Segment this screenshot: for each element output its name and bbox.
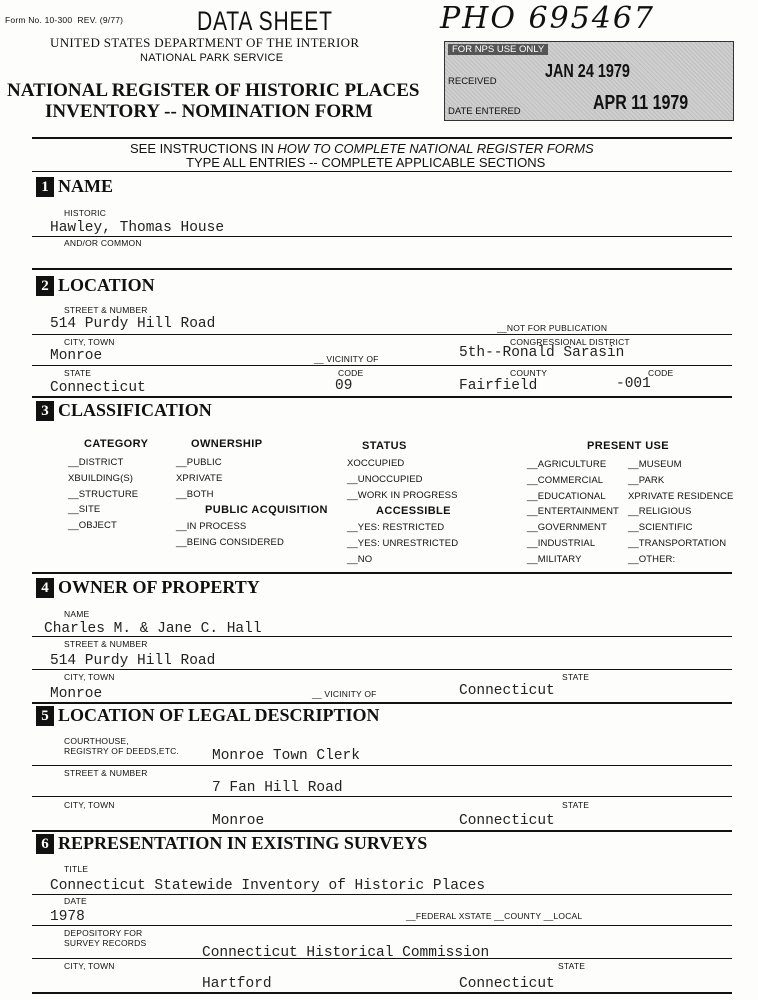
accessible-options [347, 520, 458, 567]
owner-city-label: CITY, TOWN [64, 672, 115, 682]
category-options [68, 455, 138, 534]
depository-label: DEPOSITORY FOR SURVEY RECORDS [64, 928, 147, 948]
historic-label: HISTORIC [64, 208, 107, 218]
status-unoccupied[interactable]: __UNOCCUPIED [347, 473, 423, 485]
owner-name-field[interactable]: Charles M. & Jane C. Hall [44, 621, 262, 637]
use-educational[interactable]: __EDUCATIONAL [527, 490, 606, 502]
category-object[interactable]: __OBJECT [68, 520, 117, 532]
received-date: JAN 24 1979 [545, 61, 630, 81]
section-surveys-heading: 6 REPRESENTATION IN EXISTING SURVEYS [36, 833, 427, 854]
acquisition-in-process[interactable]: __IN PROCESS [176, 521, 247, 532]
depository-field[interactable]: Connecticut Historical Commission [202, 945, 490, 961]
congressional-district-label: CONGRESSIONAL DISTRICT [510, 337, 630, 347]
section-classification-heading: 3 CLASSIFICATION [36, 400, 212, 421]
legal-street-label: STREET & NUMBER [64, 768, 148, 778]
form-title-1: NATIONAL REGISTER OF HISTORIC PLACES [7, 80, 420, 101]
category-district[interactable]: __DISTRICT [68, 457, 124, 468]
ownership-header: OWNERSHIP [191, 438, 263, 450]
use-military[interactable]: __MILITARY [527, 553, 582, 565]
legal-city-label: CITY, TOWN [64, 800, 115, 810]
category-structure[interactable]: __STRUCTURE [68, 488, 139, 500]
status-header: STATUS [362, 440, 407, 452]
access-no[interactable]: __NO [347, 553, 373, 565]
historic-name-field[interactable]: Hawley, Thomas House [50, 220, 225, 236]
legal-street-field[interactable]: 7 Fan Hill Road [212, 780, 343, 796]
form-title-2: INVENTORY -- NOMINATION FORM [45, 101, 373, 122]
city-label: CITY, TOWN [64, 337, 115, 347]
city-field[interactable]: Monroe [50, 348, 103, 364]
use-entertainment[interactable]: __ENTERTAINMENT [527, 506, 619, 518]
present-use-header: PRESENT USE [587, 440, 670, 452]
present-use-options-2 [628, 457, 733, 568]
section-name-heading: 1 NAME [36, 176, 113, 197]
use-scientific[interactable]: __SCIENTIFIC [628, 522, 693, 534]
instructions-line-2: TYPE ALL ENTRIES -- COMPLETE APPLICABLE SECTIONS [186, 155, 546, 170]
section-legal-description-heading: 5 LOCATION OF LEGAL DESCRIPTION [36, 705, 380, 726]
data-sheet-title: DATA SHEET [197, 6, 333, 36]
accessible-header: ACCESSIBLE [376, 505, 451, 517]
ownership-both[interactable]: __BOTH [176, 488, 214, 500]
survey-date-field[interactable]: 1978 [50, 909, 85, 925]
state-field[interactable]: Connecticut [50, 380, 146, 396]
header-rule [32, 137, 732, 139]
code-label: CODE [338, 368, 364, 378]
use-other[interactable]: __OTHER: [628, 553, 676, 565]
category-site[interactable]: __SITE [68, 504, 101, 516]
state-label: STATE [64, 368, 92, 378]
depository-state-label: STATE [558, 961, 586, 971]
street-label: STREET & NUMBER [64, 305, 148, 315]
present-use-options-1 [527, 457, 619, 568]
depository-city-label: CITY, TOWN [64, 961, 115, 971]
entered-label: DATE ENTERED [448, 106, 521, 117]
street-field[interactable]: 514 Purdy Hill Road [50, 316, 216, 332]
county-code-field[interactable]: -001 [616, 376, 651, 392]
category-header: CATEGORY [84, 438, 149, 450]
section-location-heading: 2 LOCATION [36, 275, 155, 296]
handwritten-reference-number: PHO 695467 [440, 1, 655, 36]
access-restricted[interactable]: __YES: RESTRICTED [347, 522, 445, 533]
use-commercial[interactable]: __COMMERCIAL [527, 474, 604, 486]
acquisition-options [176, 519, 284, 551]
owner-vicinity-option[interactable]: __ VICINITY OF [312, 689, 377, 699]
courthouse-field[interactable]: Monroe Town Clerk [212, 748, 360, 764]
owner-name-label: NAME [64, 609, 90, 619]
state-code-field[interactable]: 09 [335, 378, 353, 394]
depository-city-field[interactable]: Hartford [202, 976, 272, 992]
legal-city-field[interactable]: Monroe [212, 813, 265, 829]
entered-date: APR 11 1979 [593, 92, 689, 114]
public-acquisition-header: PUBLIC ACQUISITION [205, 504, 328, 516]
form-number: Form No. 10-300 REV. (9/77) [5, 15, 124, 25]
nps-use-box [444, 41, 734, 121]
legal-state-field[interactable]: Connecticut [459, 813, 555, 829]
category-buildings[interactable]: XBUILDING(S) [68, 472, 134, 484]
county-label: COUNTY [510, 368, 548, 378]
common-name-label: AND/OR COMMON [64, 238, 142, 248]
owner-city-field[interactable]: Monroe [50, 686, 103, 702]
status-options [347, 456, 458, 503]
survey-level-options[interactable]: __FEDERAL XSTATE __COUNTY __LOCAL [406, 911, 583, 921]
use-museum[interactable]: __MUSEUM [628, 459, 682, 470]
ownership-public[interactable]: __PUBLIC [176, 457, 222, 468]
county-code-label: CODE [648, 368, 674, 378]
service-name: NATIONAL PARK SERVICE [140, 52, 284, 64]
status-work-in-progress[interactable]: __WORK IN PROGRESS [347, 489, 458, 501]
vicinity-option[interactable]: __ VICINITY OF [314, 354, 379, 364]
use-industrial[interactable]: __INDUSTRIAL [527, 537, 596, 549]
use-government[interactable]: __GOVERNMENT [527, 522, 607, 534]
congressional-district-field[interactable]: 5th--Ronald Sarasin [459, 345, 625, 361]
ownership-private[interactable]: XPRIVATE [176, 472, 223, 484]
owner-street-label: STREET & NUMBER [64, 639, 148, 649]
not-for-publication-option[interactable]: __NOT FOR PUBLICATION [497, 323, 608, 333]
owner-state-field[interactable]: Connecticut [459, 683, 555, 699]
use-religious[interactable]: __RELIGIOUS [628, 506, 692, 518]
use-private-residence[interactable]: XPRIVATE RESIDENCE [628, 490, 734, 502]
section-owner-heading: 4 OWNER OF PROPERTY [36, 577, 260, 598]
received-label: RECEIVED [448, 76, 497, 87]
county-field[interactable]: Fairfield [459, 378, 538, 394]
department-name: UNITED STATES DEPARTMENT OF THE INTERIOR [50, 35, 360, 50]
acquisition-being-considered[interactable]: __BEING CONSIDERED [176, 536, 284, 548]
status-occupied[interactable]: XOCCUPIED [347, 458, 405, 469]
owner-street-field[interactable]: 514 Purdy Hill Road [50, 653, 216, 669]
use-park[interactable]: __PARK [628, 474, 665, 486]
use-transportation[interactable]: __TRANSPORTATION [628, 537, 727, 549]
access-unrestricted[interactable]: __YES: UNRESTRICTED [347, 537, 459, 549]
legal-state-label: STATE [562, 800, 590, 810]
survey-date-label: DATE [64, 896, 87, 906]
ownership-options [176, 455, 222, 502]
use-agriculture[interactable]: __AGRICULTURE [527, 459, 607, 470]
survey-title-label: TITLE [64, 864, 89, 874]
instructions-line-1: SEE INSTRUCTIONS IN HOW TO COMPLETE NATIONAL REGISTER FORMS [130, 141, 594, 156]
courthouse-label: COURTHOUSE, REGISTRY OF DEEDS,ETC. [64, 736, 180, 756]
nps-use-label: FOR NPS USE ONLY [448, 44, 548, 55]
owner-state-label: STATE [562, 672, 590, 682]
depository-state-field[interactable]: Connecticut [459, 976, 555, 992]
survey-title-field[interactable]: Connecticut Statewide Inventory of Historic Places [50, 878, 486, 894]
